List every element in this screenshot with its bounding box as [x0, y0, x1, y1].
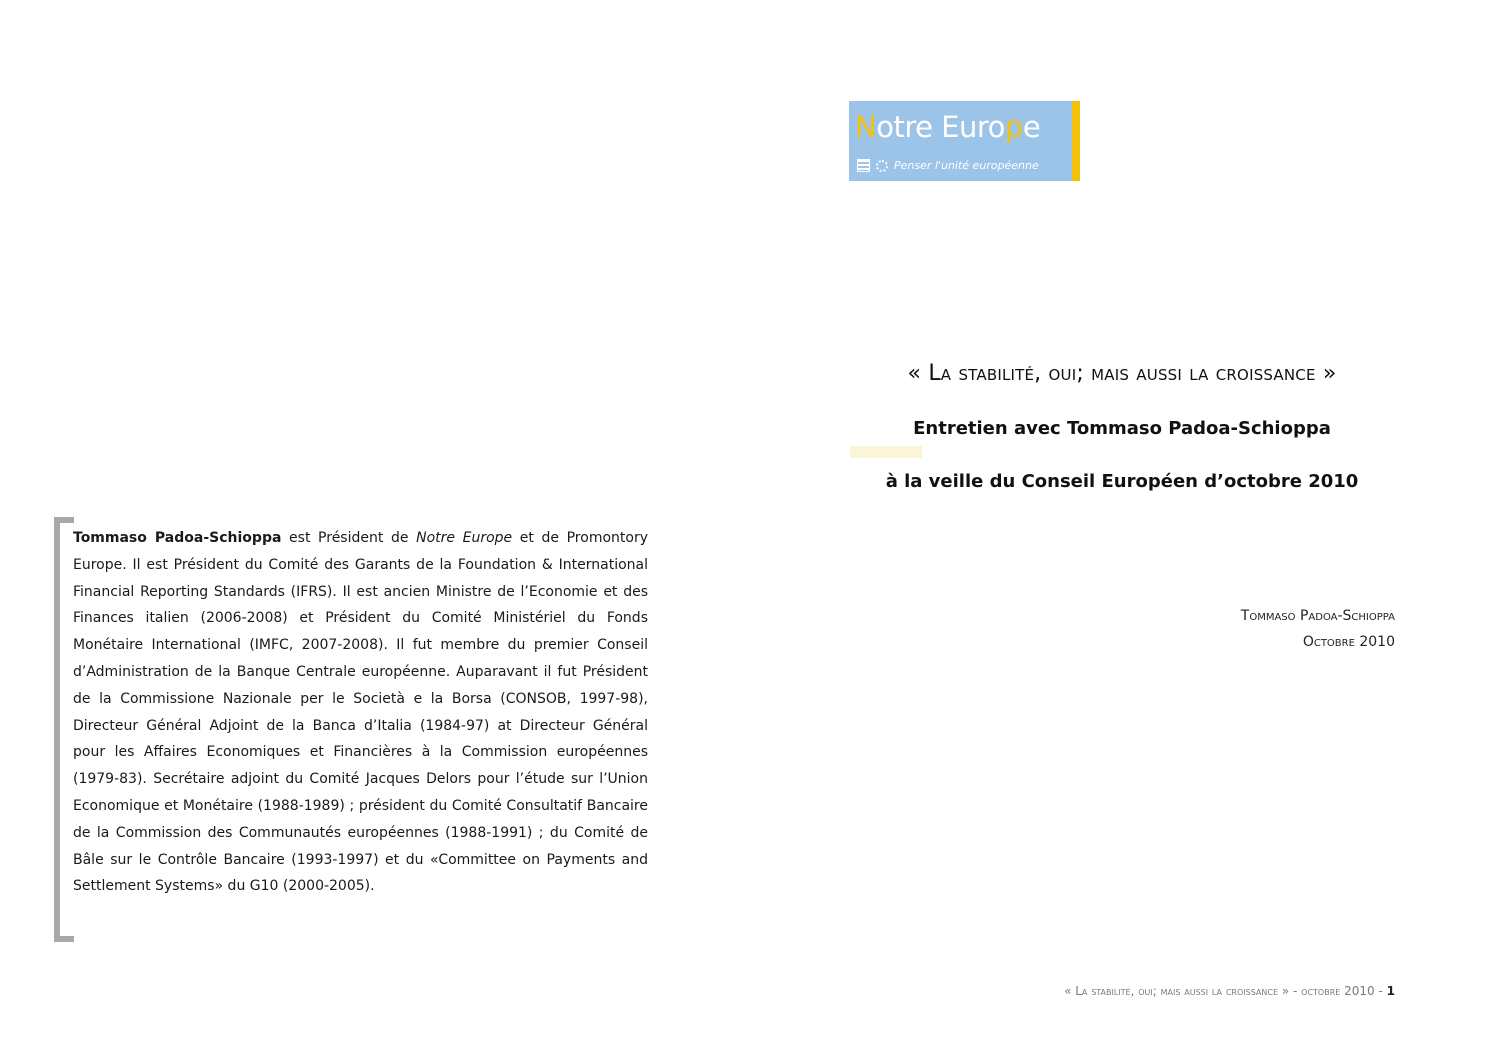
logo-tagline-text: Penser l'unité européenne — [894, 159, 1039, 172]
page-number: 1 — [1386, 984, 1395, 998]
author-name: Tommaso Padoa-Schioppa — [1240, 608, 1395, 624]
page-footer — [1064, 984, 1395, 998]
document-title: « La stabilité, oui; mais aussi la croissance » — [907, 361, 1337, 386]
logo-accent-stripe — [1072, 101, 1080, 181]
logo-name: Notre Europe — [855, 110, 1041, 144]
author-bio — [73, 525, 648, 900]
publication-date: Octobre 2010 — [1302, 634, 1395, 650]
stars-icon — [876, 160, 888, 172]
bio-text-1: est Président de — [281, 530, 417, 546]
document-subtitle: Entretien avec Tommaso Padoa-Schioppa — [913, 418, 1331, 439]
footer-separator: - — [1374, 984, 1387, 998]
bio-org-name: Notre Europe — [416, 530, 513, 546]
logo-tagline — [857, 159, 1039, 172]
bio-text-2: et de Promontory Europe. Il est Président du Comité des Garants de la Foundation & International Financial Reporting Standards (IFRS). Il est ancien Ministre de l’Economie et des Finances italien (2006-2008) et Président du Comité Ministériel du Fonds Monétaire International (IMFC, 2007-2008). Il fut membre du premier Conseil d’Administration de la Banque Centrale européenne. Auparavant il fut Président de la Commissione Nazionale per le Società e la Borsa (CONSOB, 1997-98), Directeur Général Adjoint de la Banca d’Italia (1984-97) at Directeur Général pour les Affaires Economiques et Financières à la Commission européennes (1979-83). Secrétaire adjoint du Comité Jacques Delors pour l’étude sur l’Union Economique et Monétaire (1988-1989) ; président du Comité Consultatif Bancaire de la Commission des Communautés européennes (1988-1991) ; du Comité de Bâle sur le Contrôle Bancaire (1993-1997) et du «Committee on Payments and Settlement Systems» du G10 (2000-2005). — [73, 530, 648, 895]
highlight-mark — [850, 446, 922, 458]
document-subtitle-2: à la veille du Conseil Européen d’octobre 2010 — [885, 471, 1359, 492]
footer-title: « La stabilité, oui; mais aussi la croissance » - octobre 2010 — [1064, 984, 1375, 998]
bio-author-name: Tommaso Padoa-Schioppa — [73, 530, 282, 546]
notre-europe-logo — [849, 101, 1072, 181]
bio-bracket — [54, 517, 74, 942]
flag-icon — [857, 159, 870, 172]
